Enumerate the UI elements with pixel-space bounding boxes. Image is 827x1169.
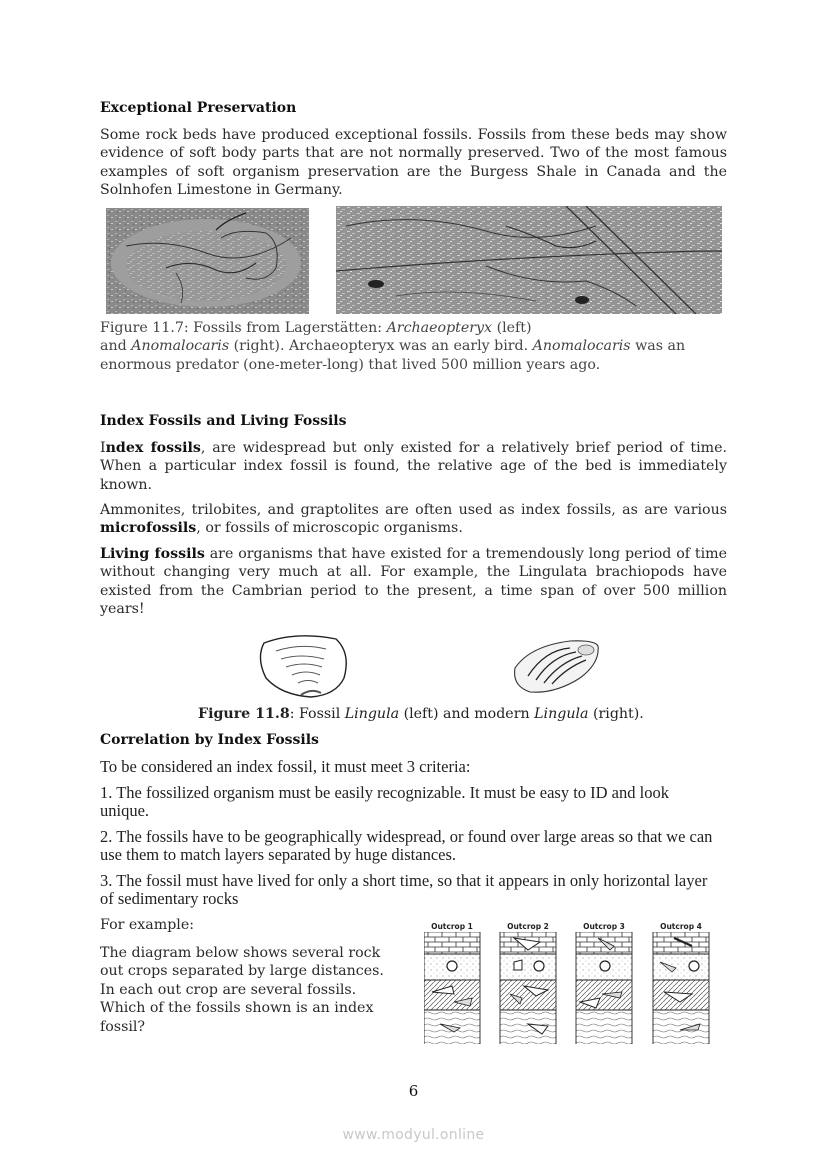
text: , or fossils of microscopic organisms. bbox=[196, 520, 463, 537]
outcrop-2-label: Outcrop 2 bbox=[507, 922, 549, 931]
outcrop-1-label: Outcrop 1 bbox=[431, 922, 473, 931]
caption-text: Figure 11.7: Fossils from Lagerstätten: bbox=[100, 320, 387, 336]
caption-text: was an bbox=[630, 338, 686, 355]
paragraph-microfossils bbox=[100, 501, 727, 538]
heading-correlation-by-index-fossils: Correlation by Index Fossils bbox=[100, 732, 319, 748]
modern-lingula-image bbox=[510, 638, 602, 694]
caption-italic-lingula: Lingula bbox=[534, 706, 589, 722]
criterion-3: 3. The fossil must have lived for only a short time, so that it appears in only horizontal layer of sedimentary rocks bbox=[100, 871, 708, 909]
for-example-label: For example: bbox=[100, 917, 195, 933]
caption-text: (right). bbox=[588, 706, 644, 722]
caption-italic-anomalocaris: Anomalocaris bbox=[532, 338, 631, 355]
caption-italic-anomalocaris: Anomalocaris bbox=[131, 338, 230, 355]
text: are organisms that have existed for a tremendously long period of time without changing very much at all. For example, the Lingulata brachiopods have existed from the Cambrian period to the present, a time span of over 500 million years! bbox=[100, 546, 727, 618]
heading-index-and-living-fossils: Index Fossils and Living Fossils bbox=[100, 413, 347, 429]
outcrop-question: The diagram below shows several rock out crops separated by large distances. In each out crop are several fossils. Which of the fossils shown is an index fossil? bbox=[100, 945, 384, 1035]
term-microfossils: microfossils bbox=[100, 520, 197, 537]
text: , are widespread but only existed for a relatively brief period of time. When a particular index fossil is found, the relative age of the bed is immediately known. bbox=[100, 440, 728, 493]
paragraph-index-fossils bbox=[100, 439, 727, 494]
caption-italic-lingula: Lingula bbox=[344, 706, 400, 722]
caption-text: (left) bbox=[492, 320, 532, 336]
outcrop-diagram bbox=[424, 922, 714, 1046]
term-living-fossils: Living fossils bbox=[100, 546, 205, 562]
caption-text: (left) and modern bbox=[399, 706, 535, 722]
fossil-lingula-image bbox=[256, 633, 354, 699]
criteria-intro: To be considered an index fossil, it must meet 3 criteria: bbox=[100, 757, 471, 776]
anomalocaris-fossil-image bbox=[336, 206, 722, 314]
term-index-fossils: ndex fossils bbox=[105, 440, 201, 456]
watermark: www.modyul.online bbox=[342, 1127, 485, 1143]
text: Ammonites, trilobites, and graptolites are often used as index fossils, as are various bbox=[100, 502, 727, 518]
figure-11-8-caption bbox=[198, 705, 644, 723]
paragraph-exceptional-preservation: Some rock beds have produced exceptional fossils. Fossils from these beds may show evidence of soft body parts that are not normally preserved. Two of the most famous examples of soft organism preservation are the Burgess Shale in Canada and the Solnhofen Limestone in Germany. bbox=[100, 127, 727, 199]
criterion-1: 1. The fossilized organism must be easily recognizable. It must be easy to ID and look unique. bbox=[100, 783, 669, 821]
caption-label: Figure 11.8 bbox=[198, 706, 290, 722]
figure-11-7-caption bbox=[100, 319, 740, 374]
caption-italic-archaeopteryx: Archaeopteryx bbox=[386, 320, 493, 336]
caption-text: and bbox=[100, 338, 132, 355]
outcrop-4-label: Outcrop 4 bbox=[660, 922, 702, 931]
heading-exceptional-preservation: Exceptional Preservation bbox=[100, 100, 297, 116]
paragraph-living-fossils bbox=[100, 545, 727, 619]
caption-text: enormous predator (one-meter-long) that lived 500 million years ago. bbox=[100, 356, 601, 373]
archaeopteryx-fossil-image bbox=[106, 208, 309, 314]
criterion-2: 2. The fossils have to be geographically widespread, or found over large areas so that we can use them to match layers separated by huge distances. bbox=[100, 827, 713, 865]
page-number: 6 bbox=[408, 1082, 419, 1100]
caption-text: : Fossil bbox=[289, 706, 345, 722]
text: I bbox=[100, 440, 106, 456]
outcrop-3-label: Outcrop 3 bbox=[583, 922, 625, 931]
caption-text: (right). Archaeopteryx was an early bird. bbox=[229, 338, 533, 355]
